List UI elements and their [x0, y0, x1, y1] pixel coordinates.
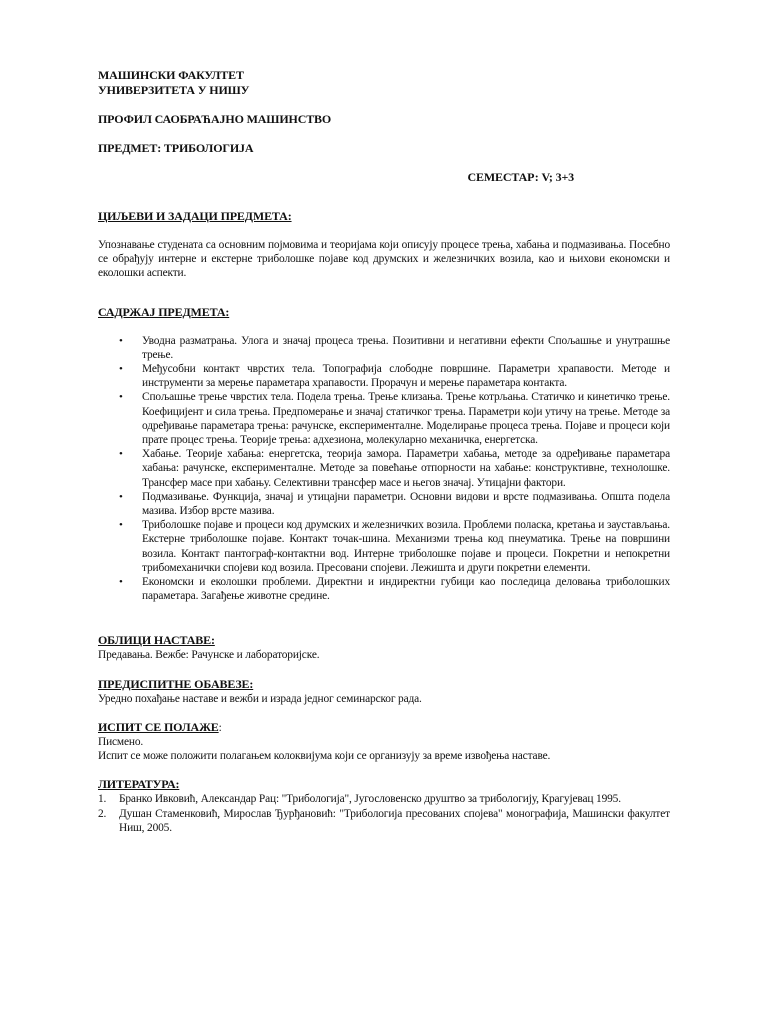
list-item [98, 334, 670, 362]
profile-line: ПРОФИЛ САОБРАЋАЈНО МАШИНСТВО [98, 112, 332, 126]
exam-heading-text: ИСПИТ СЕ ПОЛАЖЕ [98, 719, 219, 734]
goals-text: Упознавање студената са основним појмовима и теоријама који описују процесе трења, хабања и подмазивања. Посебно се обрађују интерне и екстерне триболошке појаве код друмских и железничких возила, као и њихови економски и еколошки аспекти. [98, 239, 670, 280]
bullet-icon: • [119, 519, 123, 532]
list-item [98, 390, 670, 447]
literature-list [98, 792, 670, 835]
bullet-icon: • [119, 363, 123, 376]
university-name: УНИВЕРЗИТЕТА У НИШУ [98, 83, 250, 97]
list-item-text: Међусобни контакт чврстих тела. Топографија слободне површине. Параметри храпавости. Методе и инструменти за мерење параметара храпавости. Прорачун и мерење параметара контакта. [142, 363, 670, 390]
literature-text: Душан Стаменковић, Мирослав Ђурђановић: "Трибологија пресованих спојева" монографија, Машински факултет Ниш, 2005. [119, 807, 670, 834]
prerequisites-text: Уредно похађање наставе и вежби и израда једног семинарског рада. [98, 692, 422, 705]
literature-item [98, 792, 670, 806]
subject-line: ПРЕДМЕТ: ТРИБОЛОГИЈА [98, 141, 254, 155]
literature-number: 2. [98, 807, 107, 820]
list-item-text: Триболошке појаве и процеси код друмских и железничких возила. Проблеми поласка, кретања и заустављања. Екстерне триболошке појаве. Контакт точак-шина. Механизми трења код пнеуматика. Трење на површини возила. Контакт пантограф-контактни вод. Интерне триболошке појаве и процеси. Покретни и непокретни трибомеханички спојеви код возила. Пресовани спојеви. Лежишта и други покретни елементи. [142, 519, 670, 574]
bullet-icon: • [119, 490, 123, 503]
prerequisites-heading: ПРЕДИСПИТНЕ ОБАВЕЗЕ: [98, 676, 254, 691]
goals-heading: ЦИЉЕВИ И ЗАДАЦИ ПРЕДМЕТА: [98, 209, 292, 223]
bullet-icon: • [119, 334, 123, 347]
list-item-text: Подмазивање. Функција, значај и утицајни параметри. Основни видови и врсте подмазивања. Општа подела мазива. Избор врсте мазива. [142, 490, 670, 518]
forms-heading: ОБЛИЦИ НАСТАВЕ: [98, 633, 215, 648]
content-list [98, 334, 670, 604]
literature-text: Бранко Ивковић, Александар Рац: "Трибологија", Југословенско друштво за трибологију, Крагујевац 1995. [119, 793, 621, 806]
list-item [98, 575, 670, 603]
list-item-text: Спољашње трење чврстих тела. Подела трења. Трење клизања. Трење котрљања. Статичко и кинетичко трење. Коефицијент и сила трења. Предпомерање и значај статичког трења. Параметри који утичу на трење. Методе за одређивање параметара трења: рачунске, експерименталне. Моделирање процеса трења. Појаве и процеси који прате процес трења. Теорије трења: адхезиона, молекуларно механичка, енергетска. [142, 391, 670, 447]
list-item [98, 362, 670, 390]
exam-line-1: Писмено. [98, 736, 144, 749]
semester-line: СЕМЕСТАР: V; 3+3 [467, 170, 574, 184]
list-item-text: Хабање. Теорије хабања: енергетска, теорија замора. Параметри хабања, методе за одређивање параметара хабања: рачунске, експерименталне. Методе за повећање отпорности на хабање: конструктивне, технолошке. Трансфер масе при хабању. Селективни трансфер масе и његов значај. Утицајни фактори. [142, 448, 670, 489]
faculty-name: МАШИНСКИ ФАКУЛТЕТ [98, 68, 244, 82]
exam-heading [98, 720, 670, 735]
bullet-icon: • [119, 576, 123, 589]
literature-heading: ЛИТЕРАТУРА: [98, 777, 180, 792]
list-item-text: Уводна разматрања. Улога и значај процеса трења. Позитивни и негативни ефекти Спољашње и унутрашње трење. [142, 334, 670, 361]
bullet-icon: • [119, 448, 123, 461]
list-item [98, 447, 670, 490]
forms-text: Предавања. Вежбе: Рачунске и лабораторијске. [98, 649, 320, 662]
exam-line-2: Испит се може положити полагањем колоквијума који се организују за време извођења наставе. [98, 750, 551, 763]
list-item [98, 490, 670, 518]
bullet-icon: • [119, 391, 123, 404]
list-item-text: Економски и еколошки проблеми. Директни и индиректни губици као последица деловања триболошких параметара. Загађење животне средине. [142, 576, 670, 603]
literature-item [98, 807, 670, 835]
exam-heading-colon: : [218, 721, 222, 734]
content-heading: САДРЖАЈ ПРЕДМЕТА: [98, 304, 230, 319]
list-item [98, 518, 670, 575]
literature-number: 1. [98, 793, 107, 806]
